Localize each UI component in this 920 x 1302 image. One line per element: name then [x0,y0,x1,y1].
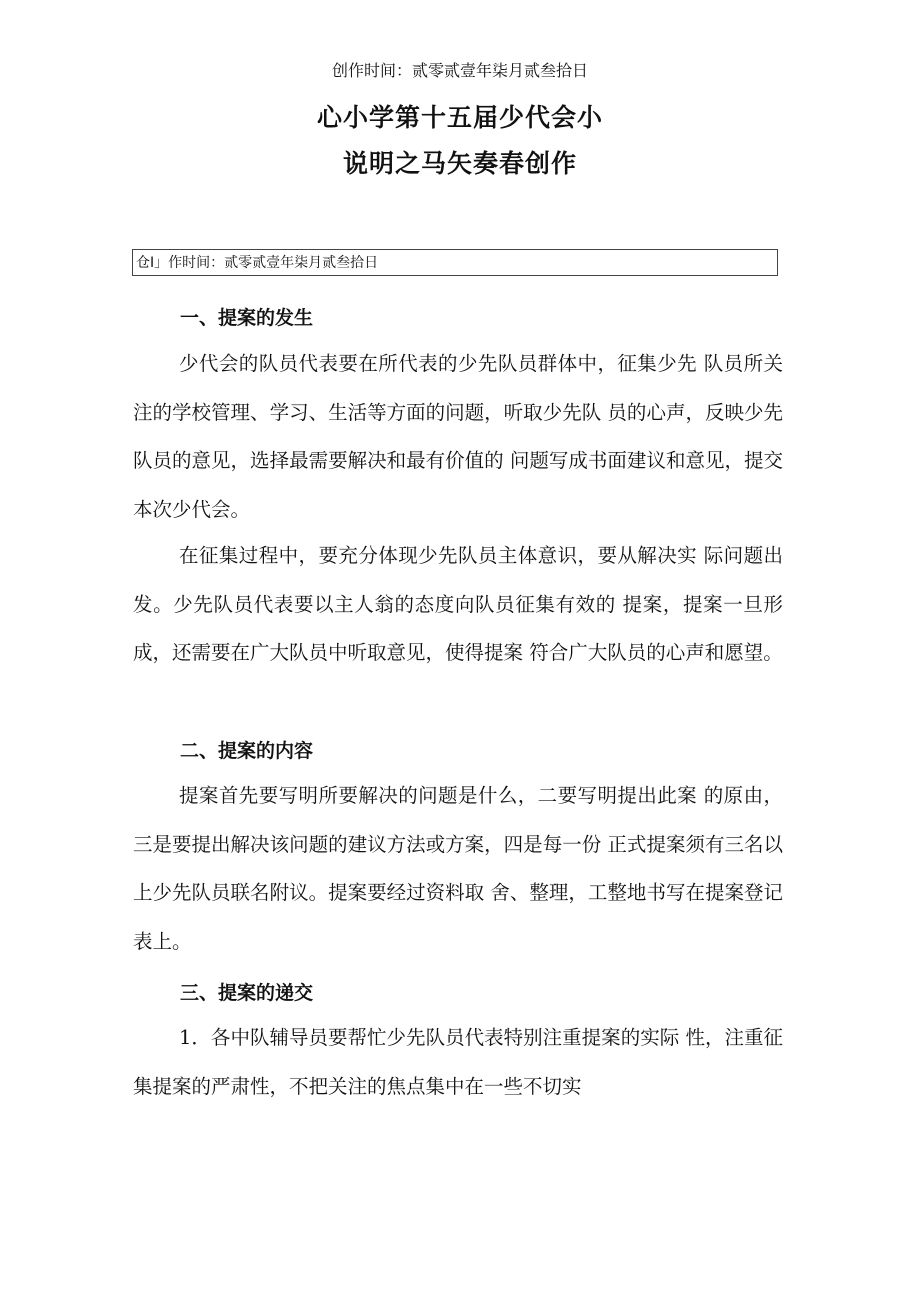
section-1-paragraph-2: 在征集过程中，要充分体现少先队员主体意识，要从解决实 际问题出发。少先队员代表要以主人翁的态度向队员征集有效的 提案，提案一旦形成，还需要在广大队员中听取意见，使得提案 符合广大队员的心声和愿望。 [133,544,783,664]
document-title-line-1: 心小学第十五届少代会小 [316,103,603,132]
section-1-paragraph-1: 少代会的队员代表要在所代表的少先队员群体中，征集少先 队员所关注的学校管理、学习、生活等方面的问题，听取少先队 员的心声，反映少先队员的意见，选择最需要解决和最有价值的 问题写成书面建议和意见，提交本次少代会。 [133,352,783,521]
section-3-paragraph-1: 1．各中队辅导员要帮忙少先队员代表特别注重提案的实际 性，注重征集提案的严肃性，不把关注的焦点集中在一些不切实 [133,1026,783,1098]
section-heading-1: 一、提案的发生 [180,307,314,329]
section-heading-3: 三、提案的递交 [180,982,314,1004]
creation-time-header: 创作时间：贰零贰壹年柒月贰叁拾日 [331,61,588,80]
creation-time-box: 仓I」作时间：贰零贰壹年柒月贰叁拾日 [132,249,778,276]
section-2-paragraph-1: 提案首先要写明所要解决的问题是什么，二要写明提出此案 的原由，三是要提出解决该问题的建议方法或方案，四是每一份 正式提案须有三名以上少先队员联名附议。提案要经过资料取 舍、整理，工整地书写在提案登记表上。 [133,784,783,953]
section-heading-2: 二、提案的内容 [180,740,314,762]
document-title-line-2: 说明之马矢奏春创作 [342,149,577,178]
